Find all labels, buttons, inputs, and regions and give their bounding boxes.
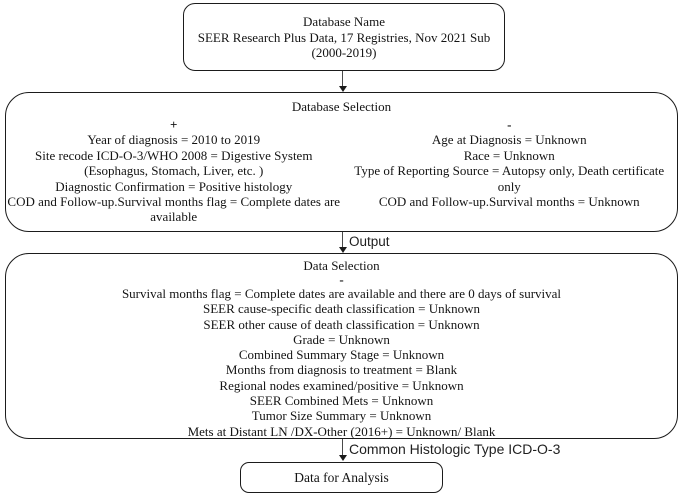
minus-sign: - <box>507 117 512 132</box>
filter-criterion: COD and Follow-up.Survival months flag = Complete dates are <box>7 194 341 210</box>
filter-criterion: Grade = Unknown <box>293 331 390 347</box>
filter-criterion: SEER Combined Mets = Unknown <box>249 393 434 409</box>
filter-criterion: COD and Follow-up.Survival months = Unknown <box>378 194 640 210</box>
filter-criterion: Mets at Distant LN /DX-Other (2016+) = Unknown/ Blank <box>187 423 496 439</box>
inclusion-criteria-column <box>6 117 342 225</box>
histology-arrow-label: Common Histologic Type ICD-O-3 <box>349 441 561 457</box>
database-name-title: Database Name <box>303 14 385 29</box>
database-name-line: (2000-2019) <box>311 45 377 61</box>
filter-criterion: Tumor Size Summary = Unknown <box>251 408 432 424</box>
filter-criterion: Type of Reporting Source = Autopsy only, Death certificate <box>354 163 665 179</box>
plus-sign: + <box>170 117 178 132</box>
filter-criterion: SEER cause-specific death classification = Unknown <box>203 301 480 317</box>
filter-criterion: available <box>150 209 198 225</box>
filter-criterion: Site recode ICD-O-3/WHO 2008 = Digestive System <box>35 147 313 163</box>
filter-criterion: (Esophagus, Stomach, Liver, etc. ) <box>84 163 264 179</box>
data-for-analysis-box <box>240 462 443 493</box>
filter-criterion: SEER other cause of death classification = Unknown <box>203 316 480 332</box>
output-arrow-label: Output <box>349 234 390 249</box>
filter-criterion: Regional nodes examined/positive = Unknown <box>219 377 464 393</box>
data-for-analysis-label: Data for Analysis <box>294 469 389 485</box>
connector-line <box>342 439 343 455</box>
filter-criterion: Year of diagnosis = 2010 to 2019 <box>87 132 261 148</box>
minus-sign: - <box>339 272 344 287</box>
database-name-line: SEER Research Plus Data, 17 Registries, Nov 2021 Sub <box>197 29 491 45</box>
arrowhead-icon <box>339 455 347 461</box>
filter-criterion: Diagnostic Confirmation = Positive histology <box>55 178 293 194</box>
exclusion-criteria-column <box>342 117 678 225</box>
filter-criterion: Survival months flag = Complete dates are available and there are 0 days of survival <box>121 286 562 301</box>
filter-criterion: Combined Summary Stage = Unknown <box>238 347 445 363</box>
filter-criterion: only <box>497 178 521 194</box>
filter-criterion: Age at Diagnosis = Unknown <box>431 132 587 148</box>
filter-criterion: Race = Unknown <box>463 147 555 163</box>
connector-line <box>342 232 343 248</box>
data-selection-title: Data Selection <box>303 258 380 273</box>
database-selection-title: Database Selection <box>291 99 392 114</box>
database-name-box <box>183 3 505 71</box>
data-selection-box <box>5 253 678 439</box>
connector-line <box>342 71 343 87</box>
filter-criterion: Months from diagnosis to treatment = Blank <box>225 362 458 378</box>
database-selection-box <box>5 92 678 232</box>
